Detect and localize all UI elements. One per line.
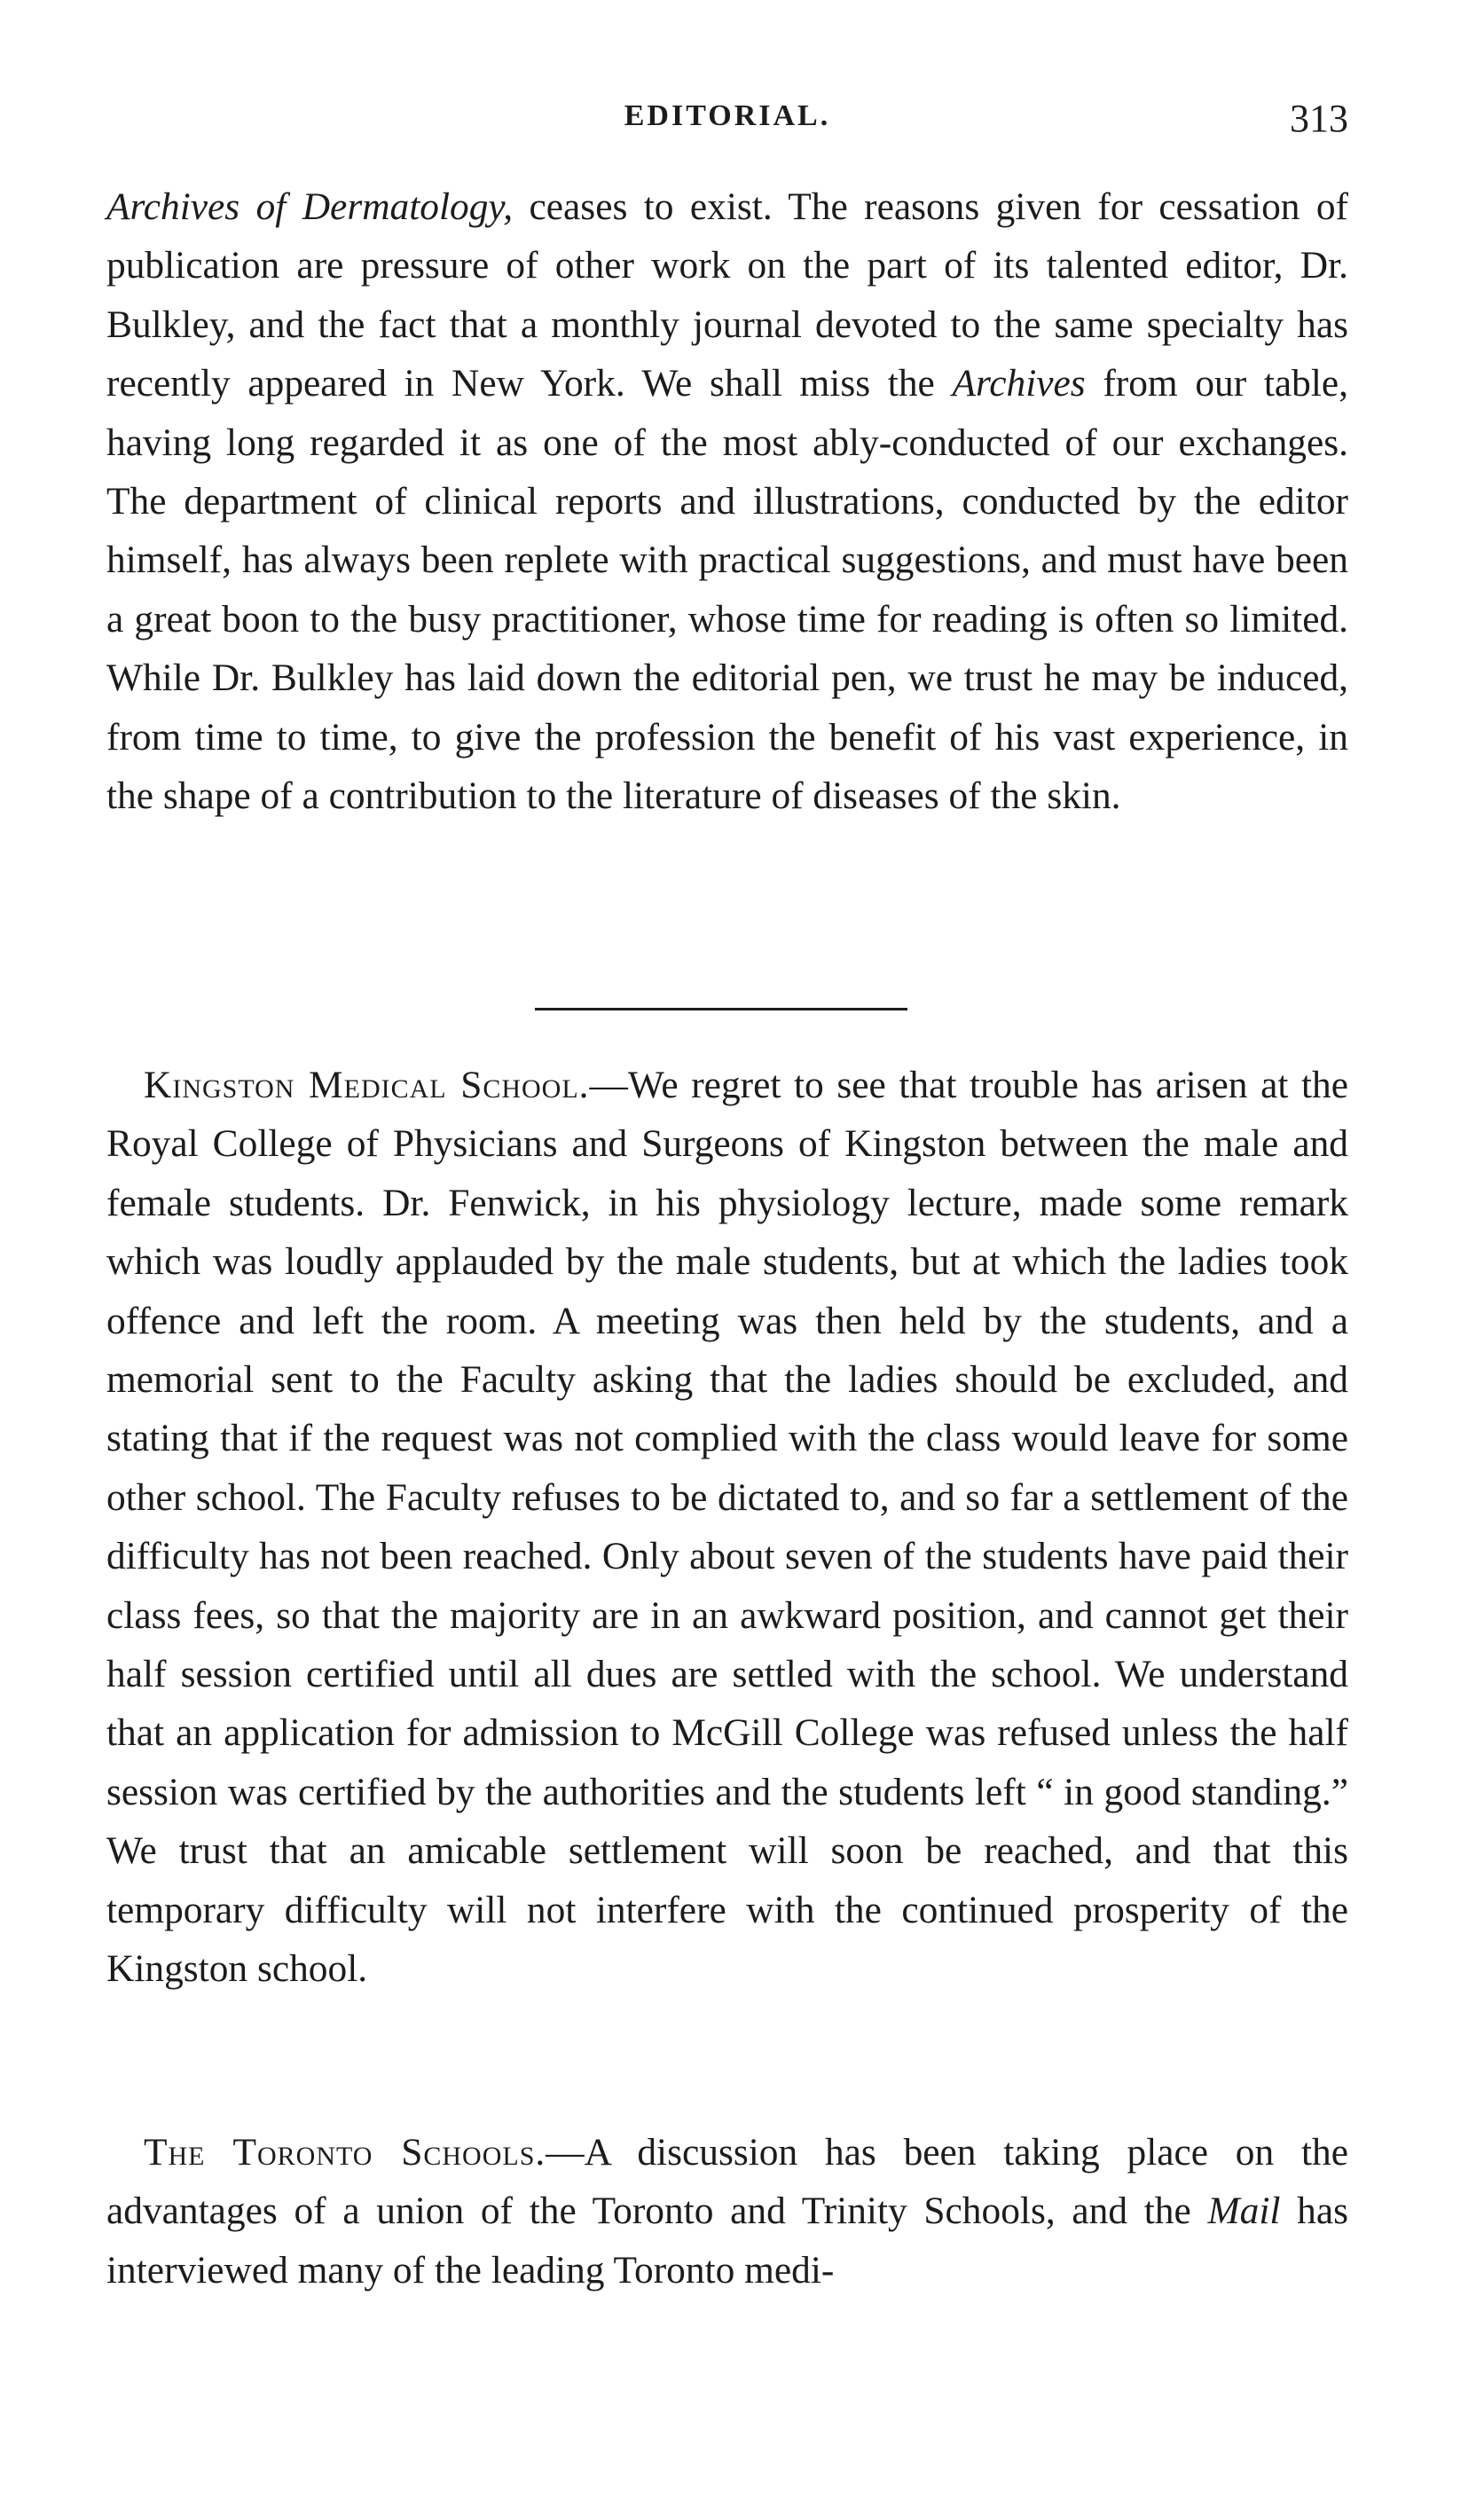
section-heading: The Toronto Schools. (144, 2131, 546, 2174)
paragraph-text: —A discussion has been taking place on the advantages of a union of the Toronto and Trinity Schools, and the (106, 2131, 1348, 2233)
journal-title-italic: Archives of Dermatology, (106, 185, 514, 228)
paragraph-archives-of-dermatology (106, 177, 1348, 825)
paragraph-text-continued: from our table, having long regarded it as one of the most ably-conducted of our exchanges. The department of clinical reports and illustrations, conducted by the editor himself, has always been replete with practical suggestions, and must have been a great boon to the busy practitioner, whose time for reading is often so limited. While Dr. Bulkley has laid down the editorial pen, we trust he may be induced, from time to time, to give the profession the benefit of his vast experience, in the shape of a contribution to the literature of diseases of the skin. (106, 362, 1349, 818)
running-head (106, 96, 1348, 140)
paragraph-toronto-schools (106, 2123, 1348, 2300)
paragraph-text: —We regret to see that trouble has arisen at the Royal College of Physicians and Surgeons of Kingston between the male and female students. Dr. Fenwick, in his physiology lecture, made some remark which was loudly applauded by the male students, but at which the ladies took offence and left the room. A meeting was then held by the students, and a memorial sent to the Faculty asking that the ladies should be excluded, and stating that if the request was not complied with the class would leave for some other school. The Faculty refuses to be dictated to, and so far a settlement of the difficulty has not been reached. Only about seven of the students have paid their class fees, so that the majority are in an awkward position, and cannot get their half session certified until all dues are settled with the school. We understand that an application for admission to McGill College was refused unless the half session was certified by the authorities and the students left “ in good standing.” We trust that an amicable settlement will soon be reached, and that this temporary difficulty will not interfere with the continued prosperity of the Kingston school. (106, 1064, 1348, 1991)
section-divider (535, 1008, 907, 1010)
archives-italic: Archives (952, 362, 1086, 405)
page-number: 313 (1290, 97, 1348, 140)
paragraph-text-continued: has interviewed many of the leading Toronto medi- (106, 2190, 1348, 2292)
mail-italic: Mail (1207, 2190, 1281, 2233)
paragraph-kingston-medical-school (106, 1056, 1348, 1999)
running-title: EDITORIAL. (624, 99, 831, 132)
section-heading: Kingston Medical School. (144, 1064, 590, 1106)
paragraph-text: ceases to exist. The reasons given for cessation of publication are pressure of other work on the part of its talented editor, Dr. Bulkley, and the fact that a monthly journal devoted to the same specialty has recently appeared in New York. We shall miss the (106, 185, 1348, 405)
